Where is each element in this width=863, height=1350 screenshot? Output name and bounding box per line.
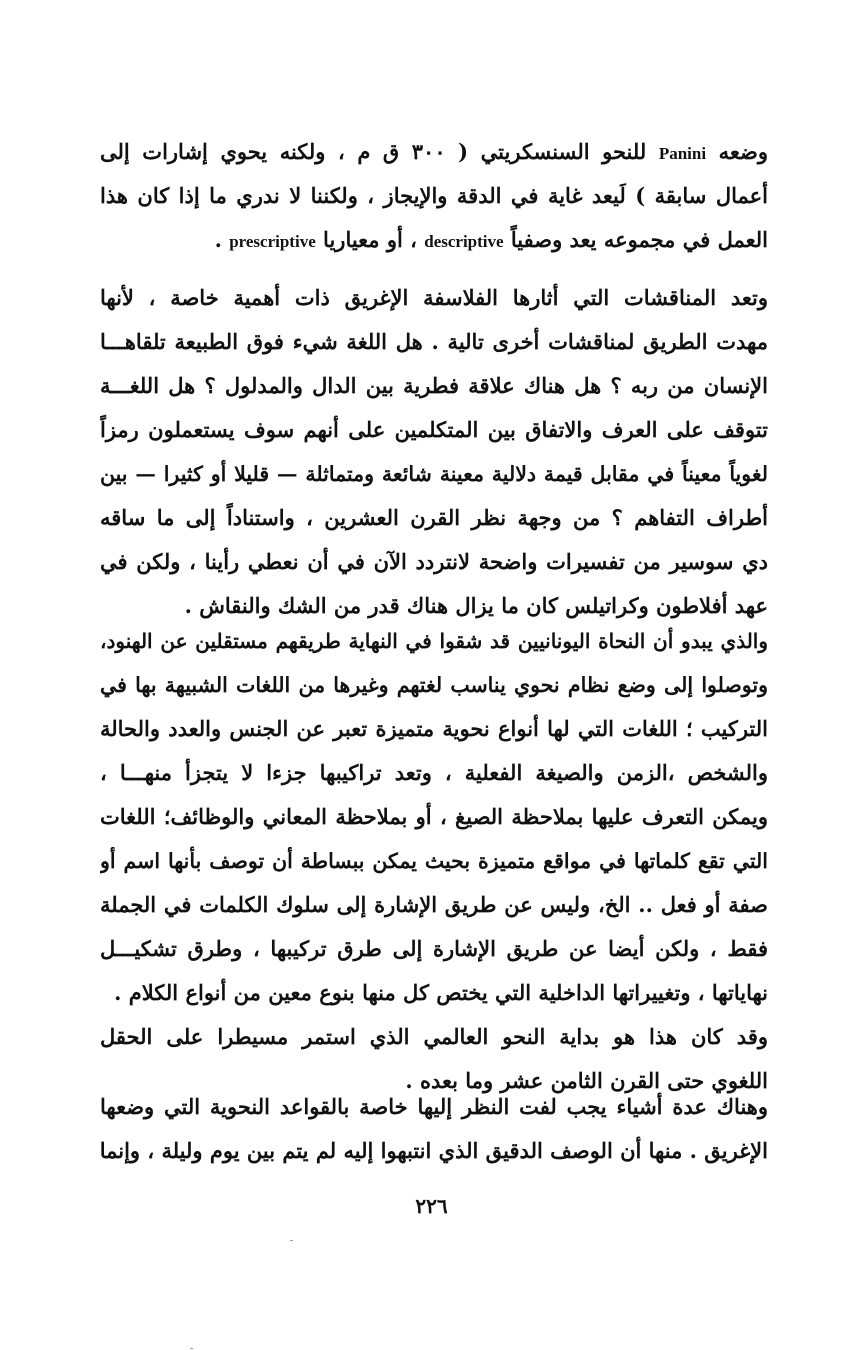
text-run: وهناك عدة أشياء يجب لفت النظر إليها خاصة بالقواعد النحوية التي وضعها — [100, 1094, 768, 1119]
text-run: الإنسان من ربه ؟ هل هناك علاقة فطرية بين الدال والمدلول ؟ هل اللغـــة — [100, 373, 768, 398]
page-number: ٢٢٦ — [415, 1194, 448, 1218]
latin-term: Panini — [658, 144, 707, 163]
text-line — [100, 839, 768, 883]
text-run: . — [214, 227, 230, 252]
paragraph-1 — [100, 130, 768, 262]
text-line — [100, 276, 768, 320]
text-line — [100, 883, 768, 927]
text-run: نهاياتها ، وتغييراتها الداخلية التي يختص كل منها بنوع معين من أنواع الكلام . — [114, 980, 768, 1005]
scan-speck — [290, 1240, 293, 1241]
text-run: والشخص ،الزمن والصيغة الفعلية ، وتعد تراكيبها جزءا لا يتجزأ منهـــا ، — [100, 760, 768, 785]
latin-term: descriptive — [424, 232, 504, 251]
text-line — [100, 452, 768, 496]
text-run: العمل في مجموعه يعد وصفياً — [503, 227, 768, 252]
text-run: تتوقف على العرف والاتفاق بين المتكلمين على أنهم سوف يستعملون رمزاً — [100, 417, 768, 442]
text-run: صفة أو فعل .. الخ، وليس عن طريق الإشارة إلى سلوك الكلمات في الجملة — [100, 892, 768, 917]
text-run: أعمال سابقة ) لَيعد غاية في الدقة والإيجاز ، ولكننا لا ندري ما إذا كان هذا — [100, 183, 768, 208]
text-run: أطراف التفاهم ؟ من وجهة نظر القرن العشرين ، واستناداً إلى ما ساقه — [100, 505, 768, 530]
text-line — [100, 496, 768, 540]
text-run: للنحو السنسكريتي ( ٣٠٠ ق م ، ولكنه يحوي إشارات إلى — [100, 139, 659, 164]
paragraph-3 — [100, 619, 768, 1103]
text-run: والذي يبدو أن النحاة اليونانيين قد شقوا في النهاية طريقهم مستقلين عن الهنود، — [100, 629, 768, 653]
text-line — [100, 364, 768, 408]
text-line — [100, 174, 768, 218]
text-line — [100, 663, 768, 707]
paragraph-2 — [100, 276, 768, 628]
text-run: التي تقع كلماتها في مواقع متميزة بحيث يمكن ببساطة أن توصف بأنها اسم أو — [100, 849, 768, 873]
text-line — [100, 619, 768, 663]
text-line — [100, 1015, 768, 1059]
text-run: التركيب ؛ اللغات التي لها أنواع نحوية متميزة تعبر عن الجنس والعدد والحالة — [100, 716, 768, 741]
text-line — [100, 751, 768, 795]
latin-term: prescriptive — [229, 232, 316, 251]
text-run: وتوصلوا إلى وضع نظام نحوي يناسب لغتهم وغيرها من اللغات الشبيهة بها في — [100, 673, 768, 697]
text-run: مهدت الطريق لمناقشات أخرى تالية . هل اللغة شيء فوق الطبيعة تلقاهـــا — [100, 329, 768, 354]
text-line — [100, 130, 768, 174]
text-line — [100, 927, 768, 971]
paragraph-4 — [100, 1085, 768, 1173]
text-run: ويمكن التعرف عليها بملاحظة الصيغ ، أو بملاحظة المعاني والوظائف؛ اللغات — [100, 804, 768, 829]
text-run: فقط ، ولكن أيضا عن طريق الإشارة إلى طرق تركيبها ، وطرق تشكيـــل — [100, 936, 768, 961]
text-run: اللغوي حتى القرن الثامن عشر وما بعده . — [405, 1068, 768, 1093]
text-run: لغوياً معيناً في مقابل قيمة دلالية معينة شائعة ومتماثلة — قليلا أو كثيرا — بين — [100, 462, 768, 486]
text-line — [100, 1085, 768, 1129]
scan-speck — [190, 1348, 193, 1349]
text-line — [100, 540, 768, 584]
text-run: الإغريق . منها أن الوصف الدقيق الذي انتبهوا إليه لم يتم بين يوم وليلة ، وإنما — [100, 1138, 768, 1163]
text-run: دي سوسير من تفسيرات واضحة لانتردد الآن في أن نعطي رأينا ، ولكن في — [100, 549, 768, 574]
text-line — [100, 707, 768, 751]
text-run: وضعه — [706, 139, 768, 164]
text-run: ، أو معياريا — [315, 227, 425, 252]
text-line — [100, 408, 768, 452]
text-line — [100, 795, 768, 839]
text-run: وتعد المناقشات التي أثارها الفلاسفة الإغريق ذات أهمية خاصة ، لأنها — [100, 285, 768, 310]
text-line — [100, 320, 768, 364]
text-line — [100, 1129, 768, 1173]
text-run: عهد أفلاطون وكراتيلس كان ما يزال هناك قدر من الشك والنقاش . — [184, 593, 768, 618]
text-run: وقد كان هذا هو بداية النحو العالمي الذي استمر مسيطرا على الحقل — [100, 1024, 768, 1049]
text-line — [100, 218, 768, 262]
text-line — [100, 971, 768, 1015]
